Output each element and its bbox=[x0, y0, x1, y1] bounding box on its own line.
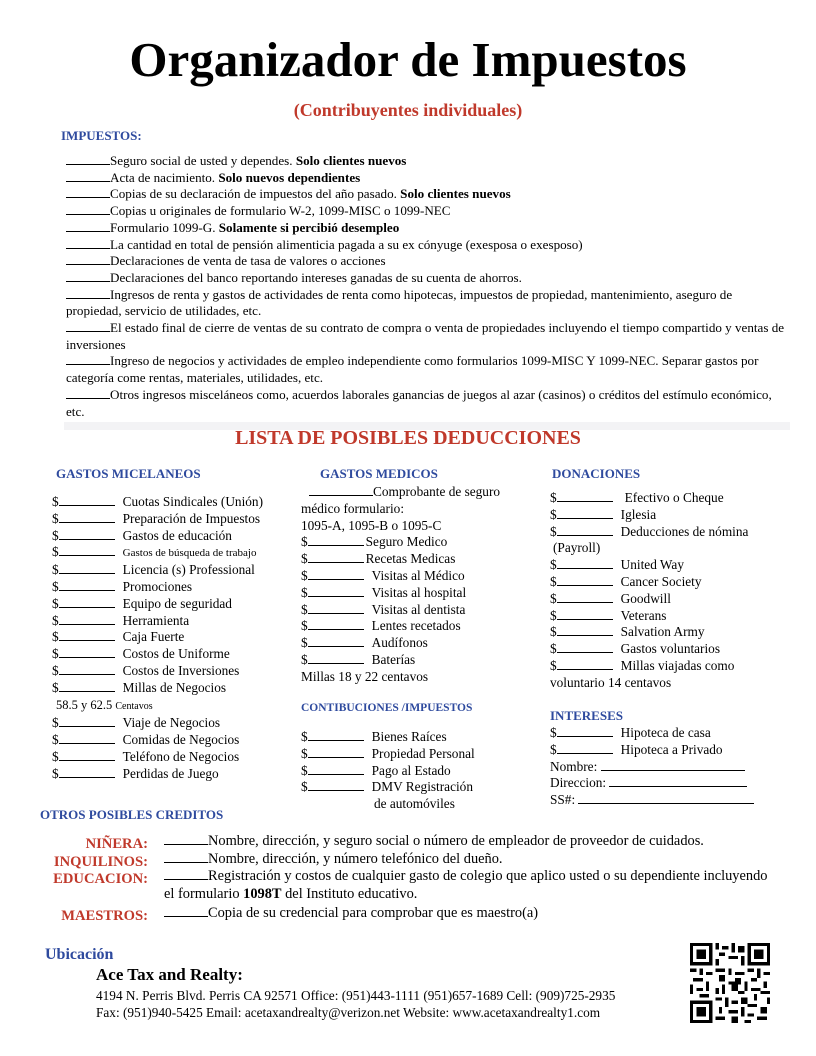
dollar-sign: $ bbox=[301, 635, 308, 651]
amount-line bbox=[557, 725, 613, 737]
otros-creditos-heading: OTROS POSIBLES CREDITOS bbox=[40, 807, 224, 822]
field-label: Nombre: bbox=[550, 758, 598, 774]
payroll-note: (Payroll) bbox=[553, 540, 601, 556]
dollar-sign: $ bbox=[52, 748, 59, 764]
dollar-sign: $ bbox=[550, 741, 557, 757]
dollar-sign: $ bbox=[550, 590, 557, 606]
blank-line bbox=[66, 170, 110, 182]
blank-line bbox=[66, 237, 110, 249]
credit-text: Registración y costos de cualquier gasto de colegio que aplico usted o su dependiente incluyendo el formulario bbox=[164, 868, 768, 902]
dollar-sign: $ bbox=[550, 490, 557, 505]
list-item bbox=[52, 749, 263, 766]
amount-line bbox=[59, 629, 115, 641]
dollar-sign: $ bbox=[301, 762, 308, 778]
item-text: Cancer Society bbox=[620, 573, 702, 589]
dollar-sign: $ bbox=[52, 646, 59, 662]
amount-line bbox=[59, 732, 115, 744]
list-item bbox=[52, 663, 263, 680]
intereses-heading: INTERESES bbox=[550, 708, 623, 723]
item-text: Baterías bbox=[371, 651, 416, 667]
item-text: DMV Registración bbox=[371, 779, 473, 795]
amount-line bbox=[557, 557, 613, 569]
item-text: El estado final de cierre de ventas de su contrato de compra o venta de propiedades incluyendo el tiempo compartido y ventas de inversiones bbox=[66, 320, 785, 352]
list-item bbox=[301, 551, 521, 568]
item-text: Acta de nacimiento. bbox=[110, 169, 219, 185]
item-text: Viaje de Negocios bbox=[122, 715, 221, 731]
note-small: Centavos bbox=[115, 700, 153, 712]
intro-line bbox=[301, 484, 521, 501]
dollar-sign: $ bbox=[52, 544, 59, 560]
creditos-list bbox=[40, 833, 780, 923]
item-text: Millas de Negocios bbox=[122, 679, 227, 695]
list-item bbox=[550, 490, 780, 507]
list-item bbox=[301, 746, 475, 763]
blank-line bbox=[66, 253, 110, 265]
credit-bold: 1098T bbox=[243, 885, 282, 902]
field-line[interactable] bbox=[578, 792, 754, 804]
item-text: Ingreso de negocios y actividades de empleo independiente como formularios 1099-MISC Y 1099-NEC. Separar gastos por categoría come rentas, materiales, utilidades, etc. bbox=[66, 353, 759, 386]
item-text: Seguro social de usted y dependes. bbox=[110, 153, 296, 168]
list-item bbox=[301, 635, 521, 652]
field-label: SS#: bbox=[550, 792, 576, 808]
dollar-sign: $ bbox=[550, 573, 557, 589]
item-note: Solo nuevos dependientes bbox=[218, 169, 361, 185]
list-item bbox=[52, 544, 263, 562]
list-item bbox=[52, 732, 263, 749]
amount-line bbox=[308, 618, 364, 630]
amount-line bbox=[308, 585, 364, 597]
list-item bbox=[301, 618, 521, 635]
item-text: Visitas al dentista bbox=[371, 601, 466, 617]
page-subtitle: (Contribuyentes individuales) bbox=[293, 100, 523, 120]
field-line[interactable] bbox=[601, 759, 745, 771]
amount-line bbox=[308, 763, 364, 775]
impuestos-heading: IMPUESTOS: bbox=[61, 128, 142, 143]
item-text: Comidas de Negocios bbox=[122, 732, 240, 748]
blank-line bbox=[66, 270, 110, 282]
credit-text: Copia de su credencial para comprobar que es maestro(a) bbox=[208, 905, 539, 921]
list-item bbox=[66, 153, 786, 170]
amount-line bbox=[557, 658, 613, 670]
list-item bbox=[52, 528, 263, 545]
gastos-medicos-heading: GASTOS MEDICOS bbox=[320, 466, 438, 481]
dollar-sign: $ bbox=[52, 679, 59, 695]
item-text: Seguro Medico bbox=[365, 534, 448, 550]
item-text: Herramienta bbox=[122, 612, 190, 628]
credit-label: MAESTROS: bbox=[61, 908, 148, 924]
item-text: Propiedad Personal bbox=[371, 745, 475, 761]
ubicacion-heading: Ubicación bbox=[45, 946, 114, 963]
list-item bbox=[66, 387, 786, 420]
dollar-sign: $ bbox=[52, 765, 59, 781]
blank-line bbox=[66, 387, 110, 399]
item-note: Solo clientes nuevos bbox=[295, 153, 407, 168]
item-text: Equipo de seguridad bbox=[122, 595, 232, 611]
amount-line bbox=[308, 779, 364, 791]
blank-line bbox=[66, 287, 110, 299]
credit-tail: del Instituto educativo. bbox=[281, 885, 418, 902]
dollar-sign: $ bbox=[52, 527, 59, 543]
dollar-sign: $ bbox=[52, 595, 59, 611]
item-text: Promociones bbox=[122, 578, 193, 594]
contact-line: Fax: (951)940-5425 Email: acetaxandrealty@verizon.net Website: www.acetaxandrealty1.com bbox=[96, 1005, 601, 1020]
amount-line bbox=[59, 562, 115, 574]
dollar-sign: $ bbox=[52, 612, 59, 628]
dollar-sign: $ bbox=[550, 624, 557, 640]
credit-label: EDUCACION: bbox=[53, 871, 148, 887]
dollar-sign: $ bbox=[52, 629, 59, 645]
gastos-medicos-list bbox=[301, 484, 521, 686]
amount-line bbox=[308, 635, 364, 647]
list-item bbox=[550, 507, 780, 524]
list-item bbox=[66, 353, 786, 386]
credit-label: INQUILINOS: bbox=[53, 853, 148, 870]
amount-line bbox=[59, 749, 115, 761]
blank-line bbox=[164, 905, 208, 917]
amount-line bbox=[59, 511, 115, 523]
dollar-sign: $ bbox=[301, 779, 308, 795]
contribuciones-heading: CONTIBUCIONES /IMPUESTOS bbox=[301, 702, 473, 714]
dollar-sign: $ bbox=[301, 729, 308, 744]
footer-note: voluntario 14 centavos bbox=[550, 674, 672, 690]
credit-text: Nombre, dirección, y número telefónico del dueño. bbox=[208, 850, 503, 867]
item-text: Bienes Raíces bbox=[371, 729, 447, 744]
field-label: Direccion: bbox=[550, 775, 607, 791]
list-item bbox=[52, 494, 263, 511]
item-text: Goodwill bbox=[620, 590, 671, 606]
dollar-sign: $ bbox=[550, 657, 557, 673]
item-text: Declaraciones del banco reportando intereses ganadas de su cuenta de ahorros. bbox=[110, 269, 522, 285]
amount-line bbox=[308, 652, 364, 664]
item-text: Millas viajadas como bbox=[620, 657, 735, 673]
dollar-sign: $ bbox=[301, 601, 308, 617]
intereses-list bbox=[550, 725, 780, 809]
gastos-micelaneos-heading: GASTOS MICELANEOS bbox=[56, 466, 201, 481]
dollar-sign: $ bbox=[550, 725, 557, 740]
item-note: Solo clientes nuevos bbox=[400, 186, 511, 202]
item-text: Copias u originales de formulario W-2, 1099-MISC o 1099-NEC bbox=[110, 203, 451, 219]
list-item bbox=[66, 237, 786, 254]
list-item bbox=[66, 220, 786, 237]
list-item bbox=[52, 596, 263, 613]
intro-line: médico formulario: bbox=[301, 500, 405, 516]
millas-note bbox=[52, 697, 263, 716]
item-text: United Way bbox=[620, 557, 684, 573]
blank-line bbox=[66, 320, 110, 332]
item-text: Declaraciones de venta de tasa de valores o acciones bbox=[110, 253, 386, 269]
amount-line bbox=[308, 729, 364, 741]
item-note: Solamente si percibió desempleo bbox=[218, 219, 400, 235]
dollar-sign: $ bbox=[550, 607, 557, 623]
item-text: Audífonos bbox=[371, 635, 428, 651]
amount-line bbox=[59, 766, 115, 778]
item-text: La cantidad en total de pensión alimenticia pagada a su ex cónyuge (exesposa o exesposo) bbox=[110, 236, 583, 252]
list-item bbox=[66, 203, 786, 220]
dollar-sign: $ bbox=[301, 567, 308, 583]
amount-line bbox=[557, 641, 613, 653]
blank-line bbox=[164, 868, 208, 880]
gastos-micelaneos-list bbox=[52, 494, 263, 783]
list-item bbox=[301, 652, 521, 669]
amount-line bbox=[557, 591, 613, 603]
item-text: Iglesia bbox=[620, 506, 657, 522]
credit-label: NIÑERA: bbox=[85, 836, 148, 852]
dollar-sign: $ bbox=[550, 641, 557, 657]
list-item bbox=[301, 602, 521, 619]
dollar-sign: $ bbox=[550, 557, 557, 573]
list-item bbox=[66, 170, 786, 187]
list-item bbox=[52, 646, 263, 663]
credit-item bbox=[40, 851, 780, 869]
amount-line bbox=[59, 528, 115, 540]
dollar-sign: $ bbox=[301, 745, 308, 761]
item-text: Hipoteca de casa bbox=[620, 725, 711, 740]
list-item bbox=[550, 557, 780, 574]
note-text: 58.5 y 62.5 bbox=[56, 697, 113, 712]
item-text: Gastos de educación bbox=[122, 527, 232, 543]
item-text: Deducciones de nómina bbox=[620, 523, 749, 539]
item-text: Copias de su declaración de impuestos del año pasado. bbox=[110, 186, 401, 202]
amount-line bbox=[59, 646, 115, 658]
donaciones-heading: DONACIONES bbox=[552, 466, 641, 481]
blank-line bbox=[66, 353, 110, 365]
list-item bbox=[66, 320, 786, 353]
item-text: Hipoteca a Privado bbox=[620, 741, 723, 757]
dollar-sign: $ bbox=[52, 662, 59, 678]
credit-item bbox=[40, 868, 780, 903]
item-text: Gastos de búsqueda de trabajo bbox=[122, 547, 257, 560]
amount-line bbox=[557, 507, 613, 519]
list-item bbox=[301, 585, 521, 602]
list-item bbox=[550, 591, 780, 608]
blank-line bbox=[164, 833, 208, 845]
amount-line bbox=[59, 579, 115, 591]
item-text: Costos de Inversiones bbox=[122, 662, 240, 678]
blank-line bbox=[164, 851, 208, 863]
dollar-sign: $ bbox=[301, 584, 308, 600]
impuestos-list bbox=[66, 153, 786, 420]
list-item bbox=[0, 287, 786, 320]
amount-line bbox=[308, 568, 364, 580]
list-item bbox=[550, 574, 780, 591]
item-text: Visitas al Médico bbox=[371, 567, 465, 583]
blank-line bbox=[66, 220, 110, 232]
blank-line bbox=[66, 186, 110, 198]
contribuciones-list bbox=[301, 729, 475, 813]
dollar-sign: $ bbox=[301, 651, 308, 667]
item-text: Preparación de Impuestos bbox=[122, 510, 261, 526]
credit-item bbox=[40, 905, 780, 923]
qr-code-icon[interactable] bbox=[690, 943, 770, 1023]
list-item bbox=[66, 253, 786, 270]
item-text: Costos de Uniforme bbox=[122, 646, 230, 662]
dollar-sign: $ bbox=[550, 506, 557, 522]
list-item bbox=[301, 763, 475, 780]
list-item bbox=[52, 629, 263, 646]
dollar-sign: $ bbox=[550, 523, 557, 539]
item-text: Licencia (s) Professional bbox=[122, 562, 255, 578]
address-line: 4194 N. Perris Blvd. Perris CA 92571 Office: (951)443-1111 (951)657-1689 Cell: (909)725-2935 bbox=[96, 988, 616, 1003]
nombre-field[interactable] bbox=[550, 759, 780, 776]
item-text: Ingresos de renta y gastos de actividades de renta como hipotecas, impuestos de propiedad, mantenimiento, aseguro de propiedad, servicio de utilidades, etc. bbox=[66, 286, 733, 319]
dollar-sign: $ bbox=[52, 562, 59, 578]
amount-line bbox=[59, 715, 115, 727]
ss-field[interactable] bbox=[550, 792, 780, 809]
item-text: Formulario 1099-G. bbox=[110, 219, 219, 235]
amount-line bbox=[308, 746, 364, 758]
list-item bbox=[66, 270, 786, 287]
item-text: Perdidas de Juego bbox=[122, 765, 219, 781]
deducciones-heading: LISTA DE POSIBLES DEDUCCIONES bbox=[235, 427, 581, 449]
list-item bbox=[52, 766, 263, 783]
amount-line bbox=[557, 742, 613, 754]
contact-info bbox=[96, 987, 615, 1021]
amount-line bbox=[59, 596, 115, 608]
item-text: Gastos voluntarios bbox=[620, 641, 721, 657]
amount-line bbox=[308, 602, 364, 614]
list-item bbox=[550, 641, 780, 658]
dollar-sign: $ bbox=[301, 551, 308, 567]
blank-line bbox=[66, 153, 110, 165]
item-text: Veterans bbox=[620, 607, 667, 623]
list-item bbox=[301, 568, 521, 585]
blank-line bbox=[66, 203, 110, 215]
list-item bbox=[550, 725, 780, 742]
item-text: Lentes recetados bbox=[371, 618, 461, 634]
direccion-field[interactable] bbox=[550, 775, 780, 792]
donaciones-list bbox=[550, 490, 780, 692]
list-item bbox=[301, 534, 521, 551]
amount-line bbox=[557, 490, 613, 502]
dollar-sign: $ bbox=[52, 715, 59, 731]
dollar-sign: $ bbox=[52, 732, 59, 748]
footer-note: Millas 18 y 22 centavos bbox=[301, 668, 429, 684]
intro-text: Comprobante de seguro bbox=[373, 484, 501, 499]
list-item bbox=[52, 715, 263, 732]
amount-line bbox=[59, 663, 115, 675]
dollar-sign: $ bbox=[301, 618, 308, 634]
credit-text: Nombre, dirección, y seguro social o número de empleador de proveedor de cuidados. bbox=[208, 833, 704, 849]
list-item bbox=[301, 779, 475, 796]
intro-line: 1095-A, 1095-B o 1095-C bbox=[301, 517, 442, 533]
list-item bbox=[52, 562, 263, 579]
amount-line bbox=[557, 608, 613, 620]
list-item bbox=[52, 613, 263, 630]
amount-line bbox=[59, 613, 115, 625]
item-text: Recetas Medicas bbox=[365, 551, 456, 567]
dollar-sign: $ bbox=[52, 578, 59, 594]
amount-line bbox=[59, 544, 115, 556]
page-title: Organizador de Impuestos bbox=[129, 32, 687, 87]
amount-line bbox=[557, 524, 613, 536]
dollar-sign: $ bbox=[52, 494, 59, 509]
credit-item bbox=[40, 833, 780, 851]
item-text: Visitas al hospital bbox=[371, 584, 467, 600]
amount-line bbox=[308, 534, 364, 546]
item-text: Caja Fuerte bbox=[122, 629, 185, 645]
list-item bbox=[52, 579, 263, 596]
list-item bbox=[52, 680, 263, 697]
field-line[interactable] bbox=[609, 775, 747, 787]
item-text: Teléfono de Negocios bbox=[122, 748, 240, 764]
item-text: Salvation Army bbox=[620, 624, 705, 640]
list-item bbox=[66, 186, 786, 203]
item-text: Otros ingresos misceláneos como, acuerdos laborales ganancias de juegos al azar (casinos) o créditos del estímulo económico, etc. bbox=[66, 386, 772, 419]
list-item bbox=[550, 608, 780, 625]
list-item bbox=[550, 742, 780, 759]
item-text: Pago al Estado bbox=[371, 762, 451, 778]
extra-line: de automóviles bbox=[374, 796, 455, 812]
company-name: Ace Tax and Realty: bbox=[96, 965, 243, 984]
item-text: Cuotas Sindicales (Unión) bbox=[122, 494, 263, 509]
list-item bbox=[301, 729, 475, 746]
amount-line bbox=[59, 680, 115, 692]
amount-line bbox=[557, 574, 613, 586]
amount-line bbox=[308, 551, 364, 563]
dollar-sign: $ bbox=[301, 534, 308, 550]
list-item bbox=[52, 511, 263, 528]
list-item bbox=[550, 658, 780, 675]
amount-line bbox=[59, 494, 115, 506]
blank-line bbox=[309, 484, 373, 496]
dollar-sign: $ bbox=[52, 510, 59, 526]
item-text: Efectivo o Cheque bbox=[624, 490, 724, 505]
amount-line bbox=[557, 624, 613, 636]
list-item bbox=[550, 624, 780, 641]
list-item bbox=[550, 524, 780, 541]
